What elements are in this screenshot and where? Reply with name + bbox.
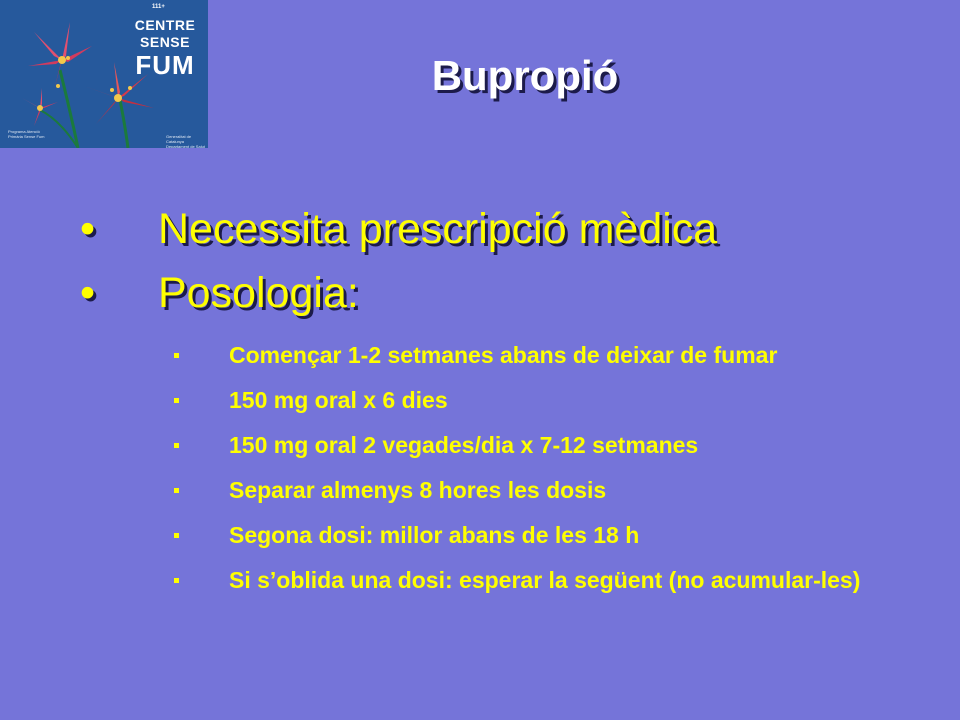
bullet-icon: • — [80, 269, 96, 317]
sub-bullet-item — [174, 340, 889, 371]
sub-bullet-text: Separar almenys 8 hores les dosis — [229, 477, 607, 503]
dosage-sub-list — [174, 340, 889, 610]
slide-title: Bupropió — [431, 52, 619, 99]
centre-sense-fum-logo — [0, 0, 208, 148]
sub-bullet-item — [174, 475, 889, 506]
sub-bullet-text: Segona dosi: millor abans de les 18 h — [229, 522, 640, 548]
sub-bullet-item — [174, 565, 889, 596]
square-bullet-icon — [174, 443, 179, 448]
logo-government-caption: Generalitat de Catalunya Departament de Salut — [166, 134, 205, 148]
square-bullet-icon — [174, 398, 179, 403]
square-bullet-icon — [174, 578, 179, 583]
sub-bullet-text: 150 mg oral x 6 dies — [229, 387, 448, 413]
logo-line-1: CENTRE — [134, 17, 196, 33]
square-bullet-icon — [174, 353, 179, 358]
logo-wordmark — [127, 17, 203, 78]
square-bullet-icon — [174, 533, 179, 538]
main-bullet-text: Posologia: — [158, 269, 359, 317]
sub-bullet-text: 150 mg oral 2 vegades/dia x 7-12 setmanes — [229, 432, 699, 458]
sub-bullet-item — [174, 430, 889, 461]
logo-program-caption: Programa Atenció Primària Sense Fum — [8, 129, 45, 139]
logo-line-3: FUM — [135, 50, 195, 80]
logo-top-mark: 111+ — [152, 4, 165, 10]
logo-line-2: SENSE — [140, 34, 190, 50]
sub-bullet-text: Començar 1-2 setmanes abans de deixar de fumar — [229, 342, 778, 368]
bullet-icon: • — [80, 205, 96, 253]
sub-bullet-item — [174, 385, 889, 416]
square-bullet-icon — [174, 488, 179, 493]
main-bullet-text: Necessita prescripció mèdica — [158, 205, 718, 253]
sub-bullet-item — [174, 520, 889, 551]
sub-bullet-text: Si s’oblida una dosi: esperar la següent (no acumular-les) — [229, 567, 861, 593]
